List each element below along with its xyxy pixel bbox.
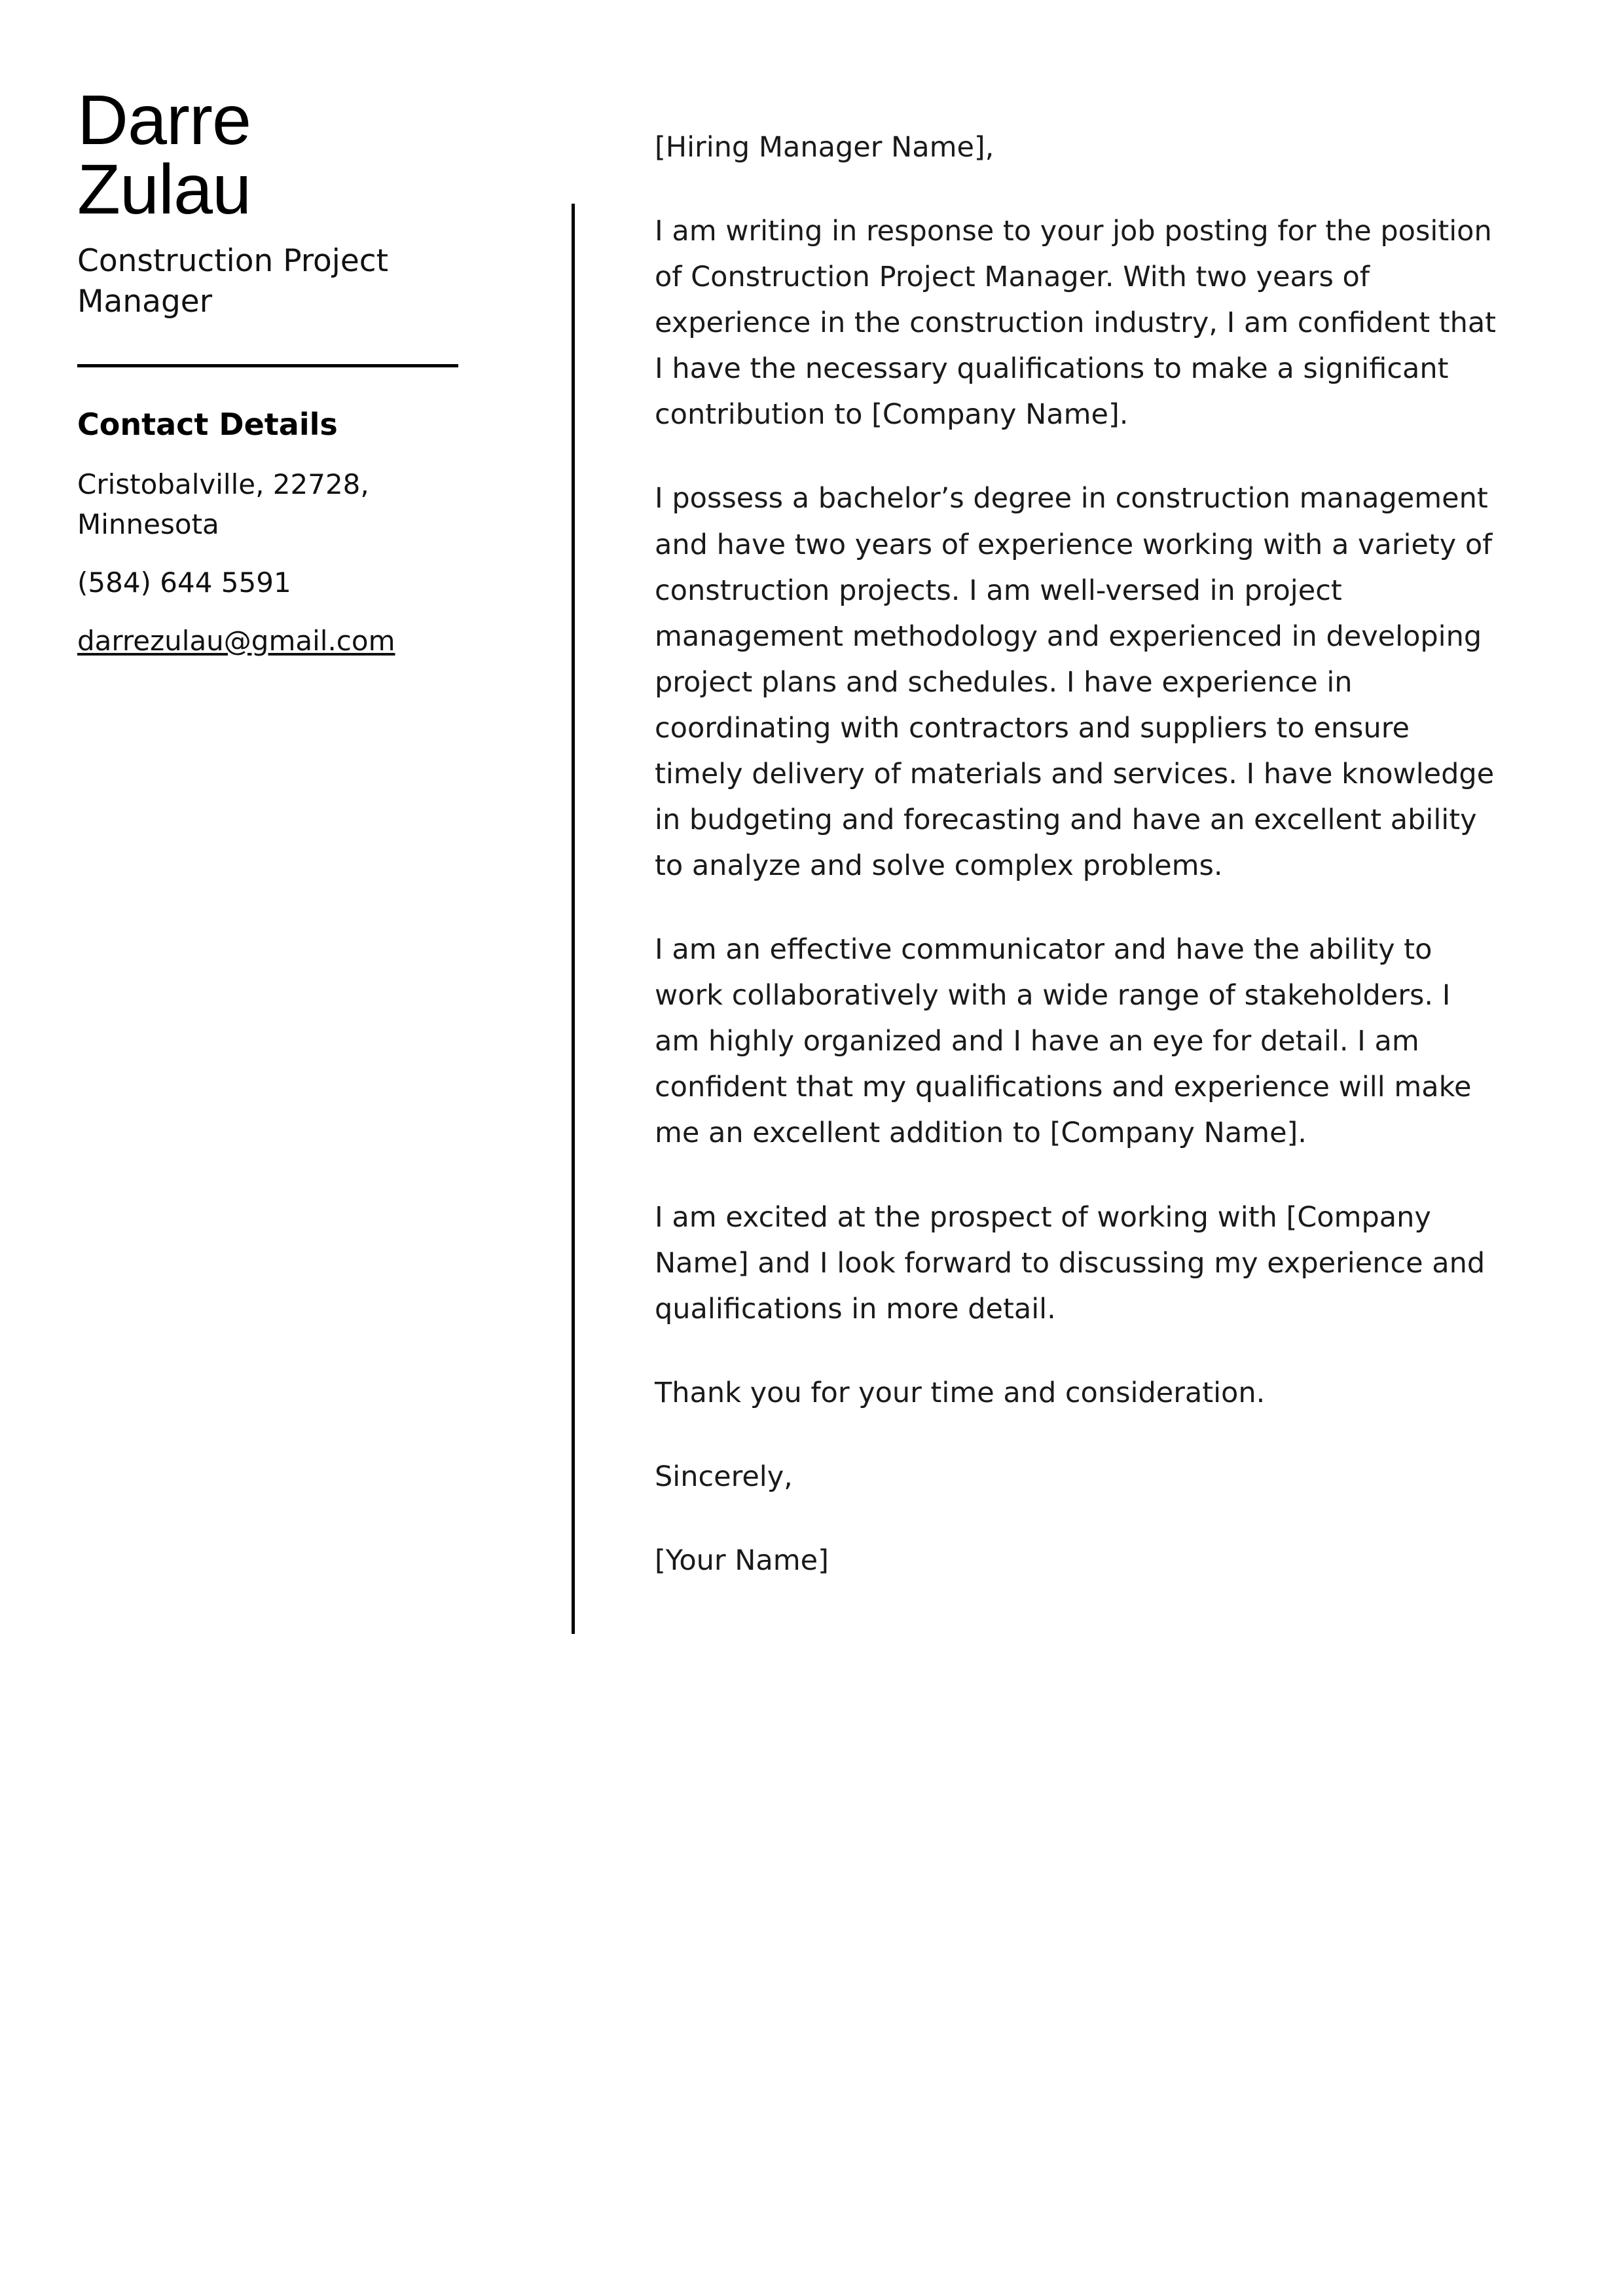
contact-address-line-1: Cristobalville, 22728, — [77, 468, 369, 500]
letter-paragraph: Thank you for your time and consideration. — [655, 1376, 1266, 1409]
letter-salutation: [Hiring Manager Name], — [655, 131, 994, 164]
letter-paragraph: I am an effective communicator and have the ability to work collaboratively with a wide range of stakeholders. I am highly organized and I have an eye for detail. I am confident that my qualifications and experience will make me an excellent addition to [Company Name]. — [655, 933, 1472, 1150]
sidebar-divider-rule — [77, 364, 458, 367]
contact-phone: (584) 644 5591 — [77, 566, 291, 599]
letter-paragraph: I possess a bachelor’s degree in construction management and have two years of experience working with a variety of construction projects. I am well-versed in project management methodology and experienced in developing project plans and schedules. I have experience in coordinating with contractors and suppliers to ensure timely delivery of materials and services. I have knowledge in budgeting and forecasting and have an excellent ability to analyze and solve complex problems. — [655, 482, 1495, 883]
letter-paragraph: I am writing in response to your job posting for the position of Construction Project Manager. With two years of experience in the construction industry, I am confident that I have the necessary qualifications to make a significant contribution to [Company Name]. — [655, 215, 1497, 432]
contact-address-line-2: Minnesota — [77, 508, 219, 540]
letter-closing: Sincerely, — [655, 1460, 793, 1493]
contact-details-list — [77, 465, 470, 661]
letter-body — [655, 124, 1499, 1583]
contact-email-link[interactable]: darrezulau@gmail.com — [77, 624, 395, 657]
letter-signature: [Your Name] — [655, 1544, 829, 1577]
candidate-job-title: Construction Project Manager — [77, 242, 389, 320]
contact-details-heading: Contact Details — [77, 406, 338, 442]
contact-address — [77, 465, 418, 545]
candidate-name — [77, 80, 470, 229]
contact-email-wrapper — [77, 621, 418, 661]
candidate-first-name: Darre — [77, 80, 251, 159]
column-divider-line — [572, 204, 575, 1634]
sidebar — [77, 80, 470, 661]
letter-paragraph: I am excited at the prospect of working with [Company Name] and I look forward to discussing my experience and qualifications in more detail. — [655, 1200, 1486, 1325]
candidate-last-name: Zulau — [77, 149, 251, 229]
